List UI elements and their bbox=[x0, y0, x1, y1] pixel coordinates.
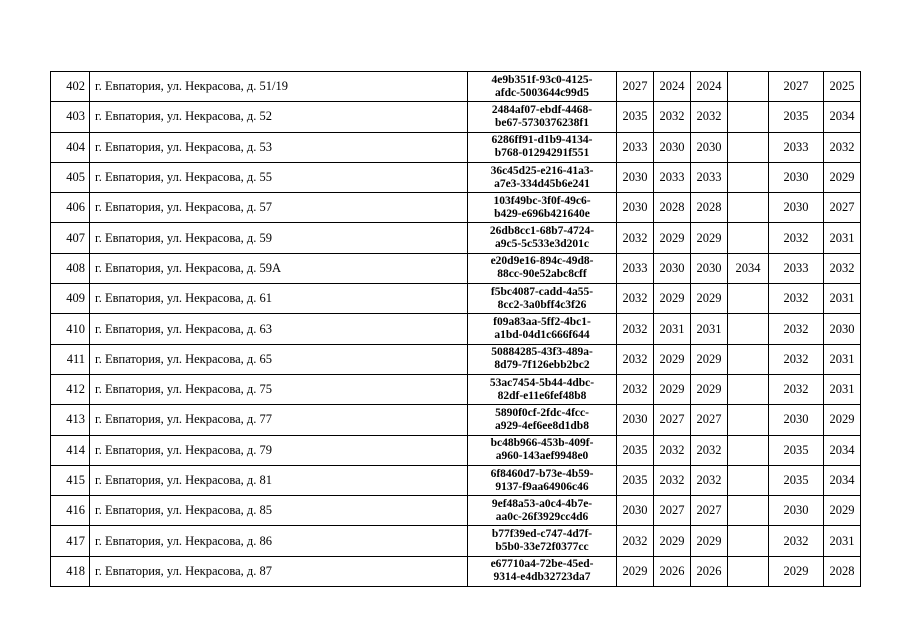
row-number: 407 bbox=[51, 223, 90, 253]
year-cell: 2030 bbox=[617, 496, 654, 526]
address-cell: г. Евпатория, ул. Некрасова, д. 77 bbox=[90, 405, 468, 435]
year-cell: 2033 bbox=[691, 162, 728, 192]
address-cell: г. Евпатория, ул. Некрасова, д. 87 bbox=[90, 556, 468, 586]
year-cell: 2033 bbox=[769, 253, 824, 283]
address-cell: г. Евпатория, ул. Некрасова, д. 79 bbox=[90, 435, 468, 465]
year-cell: 2029 bbox=[654, 284, 691, 314]
year-cell: 2028 bbox=[691, 193, 728, 223]
year-cell: 2032 bbox=[654, 435, 691, 465]
year-cell bbox=[728, 162, 769, 192]
table-body bbox=[51, 72, 861, 587]
identifier-line-1: bc48b966-453b-409f- bbox=[490, 437, 594, 450]
table-row bbox=[51, 253, 861, 283]
row-number: 417 bbox=[51, 526, 90, 556]
year-cell: 2027 bbox=[769, 72, 824, 102]
year-cell: 2029 bbox=[654, 526, 691, 556]
identifier-cell bbox=[468, 253, 617, 283]
year-cell: 2034 bbox=[824, 435, 861, 465]
row-number: 406 bbox=[51, 193, 90, 223]
identifier-line-1: b77f39ed-c747-4d7f- bbox=[491, 528, 593, 541]
year-cell bbox=[728, 526, 769, 556]
document-page bbox=[50, 71, 861, 587]
identifier-line-2: a9c5-5c533e3d201c bbox=[495, 238, 589, 251]
year-cell: 2027 bbox=[691, 496, 728, 526]
identifier-line-2: 82df-e11e6fef48b8 bbox=[497, 389, 587, 402]
address-cell: г. Евпатория, ул. Некрасова, д. 55 bbox=[90, 162, 468, 192]
year-cell: 2032 bbox=[617, 344, 654, 374]
year-cell: 2033 bbox=[654, 162, 691, 192]
table-row bbox=[51, 132, 861, 162]
row-number: 413 bbox=[51, 405, 90, 435]
row-number: 418 bbox=[51, 556, 90, 586]
identifier-line-1: 2484af07-ebdf-4468- bbox=[491, 103, 593, 116]
table-row bbox=[51, 496, 861, 526]
year-cell: 2032 bbox=[654, 465, 691, 495]
year-cell: 2032 bbox=[691, 102, 728, 132]
year-cell bbox=[728, 132, 769, 162]
row-number: 402 bbox=[51, 72, 90, 102]
address-cell: г. Евпатория, ул. Некрасова, д. 59А bbox=[90, 253, 468, 283]
year-cell: 2032 bbox=[691, 465, 728, 495]
year-cell bbox=[728, 374, 769, 404]
year-cell: 2029 bbox=[769, 556, 824, 586]
row-number: 414 bbox=[51, 435, 90, 465]
year-cell: 2031 bbox=[824, 223, 861, 253]
year-cell bbox=[728, 193, 769, 223]
identifier-cell bbox=[468, 465, 617, 495]
year-cell: 2030 bbox=[617, 405, 654, 435]
identifier-line-1: 5890f0cf-2fdc-4fcc- bbox=[495, 406, 589, 419]
identifier-line-2: a929-4ef6ee8d1db8 bbox=[495, 419, 589, 432]
year-cell: 2032 bbox=[769, 223, 824, 253]
year-cell: 2030 bbox=[769, 496, 824, 526]
year-cell bbox=[728, 102, 769, 132]
address-cell: г. Евпатория, ул. Некрасова, д. 81 bbox=[90, 465, 468, 495]
year-cell: 2032 bbox=[769, 374, 824, 404]
identifier-cell bbox=[468, 496, 617, 526]
year-cell: 2029 bbox=[824, 162, 861, 192]
year-cell: 2032 bbox=[769, 526, 824, 556]
table-row bbox=[51, 526, 861, 556]
identifier-line-1: 6286ff91-d1b9-4134- bbox=[491, 134, 593, 147]
year-cell: 2028 bbox=[824, 556, 861, 586]
building-schedule-table bbox=[50, 71, 861, 587]
year-cell: 2032 bbox=[691, 435, 728, 465]
address-cell: г. Евпатория, ул. Некрасова, д. 63 bbox=[90, 314, 468, 344]
year-cell: 2029 bbox=[691, 374, 728, 404]
address-cell: г. Евпатория, ул. Некрасова, д. 65 bbox=[90, 344, 468, 374]
year-cell: 2034 bbox=[824, 102, 861, 132]
year-cell: 2031 bbox=[654, 314, 691, 344]
identifier-line-1: 36c45d25-e216-41a3- bbox=[490, 164, 594, 177]
year-cell bbox=[728, 72, 769, 102]
year-cell: 2030 bbox=[824, 314, 861, 344]
year-cell: 2034 bbox=[824, 465, 861, 495]
year-cell: 2029 bbox=[824, 405, 861, 435]
year-cell: 2035 bbox=[617, 435, 654, 465]
identifier-line-1: f09a83aa-5ff2-4bc1- bbox=[493, 316, 591, 329]
year-cell: 2034 bbox=[728, 253, 769, 283]
year-cell: 2030 bbox=[617, 193, 654, 223]
table-row bbox=[51, 162, 861, 192]
identifier-line-1: 4e9b351f-93c0-4125- bbox=[491, 73, 593, 86]
year-cell: 2027 bbox=[691, 405, 728, 435]
row-number: 410 bbox=[51, 314, 90, 344]
year-cell bbox=[728, 556, 769, 586]
address-cell: г. Евпатория, ул. Некрасова, д. 51/19 bbox=[90, 72, 468, 102]
year-cell: 2032 bbox=[617, 284, 654, 314]
row-number: 403 bbox=[51, 102, 90, 132]
row-number: 409 bbox=[51, 284, 90, 314]
year-cell bbox=[728, 284, 769, 314]
year-cell: 2032 bbox=[617, 374, 654, 404]
row-number: 412 bbox=[51, 374, 90, 404]
table-row bbox=[51, 223, 861, 253]
identifier-cell bbox=[468, 405, 617, 435]
row-number: 416 bbox=[51, 496, 90, 526]
year-cell: 2032 bbox=[654, 102, 691, 132]
identifier-cell bbox=[468, 374, 617, 404]
year-cell: 2035 bbox=[769, 102, 824, 132]
table-row bbox=[51, 284, 861, 314]
identifier-line-1: 26db8cc1-68b7-4724- bbox=[489, 225, 595, 238]
year-cell: 2029 bbox=[691, 344, 728, 374]
year-cell: 2033 bbox=[617, 253, 654, 283]
year-cell: 2026 bbox=[654, 556, 691, 586]
identifier-cell bbox=[468, 72, 617, 102]
identifier-line-2: b768-01294291f551 bbox=[494, 147, 590, 160]
year-cell: 2031 bbox=[824, 284, 861, 314]
identifier-line-1: e20d9e16-894c-49d8- bbox=[490, 255, 594, 268]
year-cell: 2032 bbox=[617, 526, 654, 556]
identifier-line-2: 8cc2-3a0bff4c3f26 bbox=[497, 298, 587, 311]
identifier-line-1: f5bc4087-cadd-4a55- bbox=[490, 285, 594, 298]
year-cell: 2035 bbox=[769, 465, 824, 495]
year-cell: 2035 bbox=[769, 435, 824, 465]
address-cell: г. Евпатория, ул. Некрасова, д. 86 bbox=[90, 526, 468, 556]
year-cell: 2027 bbox=[654, 405, 691, 435]
identifier-cell bbox=[468, 435, 617, 465]
year-cell: 2030 bbox=[654, 132, 691, 162]
year-cell: 2029 bbox=[654, 223, 691, 253]
identifier-line-2: 8d79-7f126ebb2bc2 bbox=[494, 359, 590, 372]
table-row bbox=[51, 374, 861, 404]
identifier-line-2: 9137-f9aa64906c46 bbox=[495, 480, 589, 493]
identifier-line-1: 53ac7454-5b44-4dbc- bbox=[489, 376, 595, 389]
identifier-line-1: e67710a4-72be-45ed- bbox=[490, 558, 594, 571]
identifier-cell bbox=[468, 556, 617, 586]
table-row bbox=[51, 314, 861, 344]
year-cell: 2024 bbox=[691, 72, 728, 102]
year-cell: 2029 bbox=[824, 496, 861, 526]
identifier-cell bbox=[468, 162, 617, 192]
year-cell: 2027 bbox=[824, 193, 861, 223]
identifier-cell bbox=[468, 344, 617, 374]
identifier-line-2: a7e3-334d45b6e241 bbox=[494, 177, 590, 190]
year-cell bbox=[728, 223, 769, 253]
year-cell: 2032 bbox=[769, 314, 824, 344]
address-cell: г. Евпатория, ул. Некрасова, д. 52 bbox=[90, 102, 468, 132]
identifier-line-2: a1bd-04d1c666f644 bbox=[494, 329, 590, 342]
address-cell: г. Евпатория, ул. Некрасова, д. 85 bbox=[90, 496, 468, 526]
identifier-line-2: 88cc-90e52abc8cff bbox=[497, 268, 587, 281]
identifier-cell bbox=[468, 284, 617, 314]
year-cell: 2029 bbox=[617, 556, 654, 586]
year-cell bbox=[728, 344, 769, 374]
year-cell: 2030 bbox=[691, 132, 728, 162]
address-cell: г. Евпатория, ул. Некрасова, д. 59 bbox=[90, 223, 468, 253]
year-cell: 2029 bbox=[691, 223, 728, 253]
year-cell: 2027 bbox=[617, 72, 654, 102]
identifier-line-1: 6f8460d7-b73e-4b59- bbox=[490, 467, 594, 480]
address-cell: г. Евпатория, ул. Некрасова, д. 57 bbox=[90, 193, 468, 223]
year-cell: 2033 bbox=[617, 132, 654, 162]
identifier-line-2: b429-e696b421640e bbox=[494, 207, 590, 220]
year-cell: 2032 bbox=[617, 314, 654, 344]
identifier-line-2: a960-143aef9948e0 bbox=[495, 450, 589, 463]
address-cell: г. Евпатория, ул. Некрасова, д. 53 bbox=[90, 132, 468, 162]
year-cell: 2033 bbox=[769, 132, 824, 162]
year-cell: 2031 bbox=[824, 344, 861, 374]
table-row bbox=[51, 435, 861, 465]
identifier-line-2: b5b0-33e72f0377cc bbox=[495, 541, 589, 554]
year-cell: 2032 bbox=[824, 132, 861, 162]
year-cell: 2028 bbox=[654, 193, 691, 223]
identifier-line-1: 103f49bc-3f0f-49c6- bbox=[493, 194, 591, 207]
row-number: 415 bbox=[51, 465, 90, 495]
year-cell: 2026 bbox=[691, 556, 728, 586]
year-cell: 2024 bbox=[654, 72, 691, 102]
year-cell: 2030 bbox=[691, 253, 728, 283]
year-cell: 2032 bbox=[769, 344, 824, 374]
identifier-cell bbox=[468, 132, 617, 162]
table-row bbox=[51, 405, 861, 435]
table-row bbox=[51, 465, 861, 495]
table-row bbox=[51, 72, 861, 102]
identifier-line-2: aa0c-26f3929cc4d6 bbox=[495, 510, 589, 523]
year-cell: 2029 bbox=[691, 526, 728, 556]
year-cell: 2032 bbox=[617, 223, 654, 253]
year-cell: 2030 bbox=[769, 162, 824, 192]
year-cell: 2029 bbox=[654, 374, 691, 404]
year-cell: 2031 bbox=[691, 314, 728, 344]
year-cell bbox=[728, 465, 769, 495]
year-cell: 2035 bbox=[617, 102, 654, 132]
year-cell: 2030 bbox=[654, 253, 691, 283]
year-cell: 2032 bbox=[769, 284, 824, 314]
year-cell: 2029 bbox=[691, 284, 728, 314]
year-cell: 2025 bbox=[824, 72, 861, 102]
address-cell: г. Евпатория, ул. Некрасова, д. 61 bbox=[90, 284, 468, 314]
address-cell: г. Евпатория, ул. Некрасова, д. 75 bbox=[90, 374, 468, 404]
year-cell: 2031 bbox=[824, 374, 861, 404]
year-cell: 2031 bbox=[824, 526, 861, 556]
table-row bbox=[51, 344, 861, 374]
table-row bbox=[51, 102, 861, 132]
year-cell: 2035 bbox=[617, 465, 654, 495]
year-cell bbox=[728, 314, 769, 344]
identifier-line-2: be67-5730376238f1 bbox=[495, 116, 589, 129]
identifier-cell bbox=[468, 193, 617, 223]
row-number: 404 bbox=[51, 132, 90, 162]
table-row bbox=[51, 556, 861, 586]
year-cell: 2029 bbox=[654, 344, 691, 374]
row-number: 405 bbox=[51, 162, 90, 192]
year-cell: 2032 bbox=[824, 253, 861, 283]
year-cell: 2027 bbox=[654, 496, 691, 526]
identifier-line-1: 9ef48a53-a0c4-4b7e- bbox=[491, 497, 593, 510]
row-number: 408 bbox=[51, 253, 90, 283]
table-row bbox=[51, 193, 861, 223]
row-number: 411 bbox=[51, 344, 90, 374]
identifier-line-1: 50884285-43f3-489a- bbox=[491, 346, 593, 359]
identifier-cell bbox=[468, 102, 617, 132]
year-cell: 2030 bbox=[769, 405, 824, 435]
identifier-cell bbox=[468, 223, 617, 253]
identifier-line-2: 9314-e4db32723da7 bbox=[493, 571, 591, 584]
year-cell bbox=[728, 405, 769, 435]
identifier-line-2: afdc-5003644c99d5 bbox=[495, 86, 589, 99]
year-cell: 2030 bbox=[617, 162, 654, 192]
identifier-cell bbox=[468, 526, 617, 556]
identifier-cell bbox=[468, 314, 617, 344]
year-cell bbox=[728, 496, 769, 526]
year-cell: 2030 bbox=[769, 193, 824, 223]
year-cell bbox=[728, 435, 769, 465]
